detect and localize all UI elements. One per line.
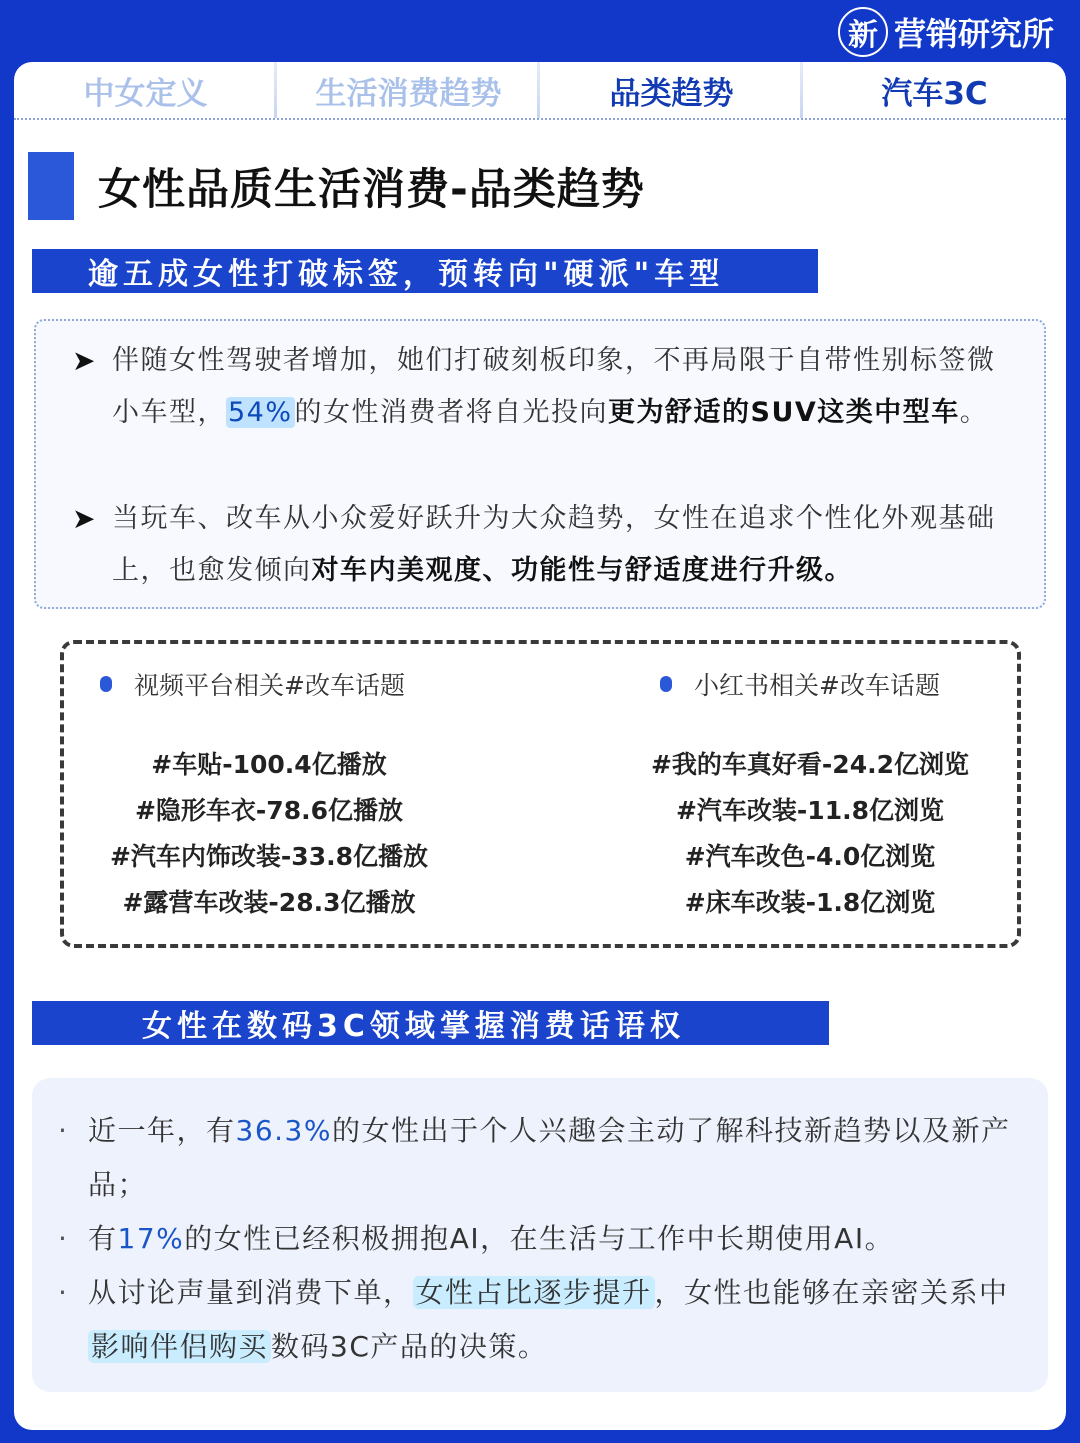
- tab-lifestyle-trends[interactable]: 生活消费趋势: [277, 62, 540, 118]
- xhs-topics-header: [660, 666, 940, 702]
- list-item: #我的车真好看-24.2亿浏览: [650, 750, 969, 779]
- point-text: 伴随女性驾驶者增加，她们打破刻板印象，不再局限于自带性别标签微小车型，: [112, 345, 996, 428]
- bullet-char: ·: [58, 1114, 69, 1147]
- list-item: #露营车改装-28.3亿播放: [122, 888, 416, 917]
- list-item: #汽车改色-4.0亿浏览: [684, 842, 936, 871]
- tab-category-trends[interactable]: 品类趋势: [540, 62, 803, 118]
- tab-bar: [14, 62, 1066, 120]
- xhs-topics-title: 小红书相关#改车话题: [694, 671, 940, 700]
- video-topics-header: [100, 666, 405, 702]
- list-item: #隐形车衣-78.6亿播放: [134, 796, 403, 825]
- arrow-bullet-icon: ➤: [72, 502, 97, 535]
- bullet-dot-icon: [660, 676, 672, 692]
- brand-circle: 新: [838, 7, 888, 57]
- section-banner-3c: 女性在数码3C领域掌握消费话语权: [32, 1001, 829, 1045]
- list-item: #床车改装-1.8亿浏览: [684, 888, 936, 917]
- section-banner-auto: 逾五成女性打破标签，预转向"硬派"车型: [32, 249, 818, 293]
- topics-box: [60, 640, 1021, 948]
- bullet-text: ，女性也能够在亲密关系中: [654, 1276, 1009, 1309]
- 3c-bullet-3: [58, 1266, 1038, 1374]
- bullet-dot-icon: [100, 676, 112, 692]
- bullet-text: 的女性已经积极拥抱AI，在生活与工作中长期使用AI。: [184, 1222, 895, 1255]
- stat-number: 36.3%: [235, 1114, 332, 1147]
- xhs-topics-list: [640, 742, 980, 926]
- highlight-percent: 54%: [228, 397, 293, 428]
- content-card: [14, 62, 1066, 1430]
- list-item: #汽车内饰改装-33.8亿播放: [109, 842, 428, 871]
- 3c-bullet-1: [58, 1104, 1038, 1212]
- bullet-text: 的女性出于个人兴趣会主动了解科技新趋势以及新产品；: [88, 1114, 1011, 1201]
- bullet-text: 数码3C产品的决策。: [271, 1330, 548, 1363]
- page-title: 女性品质生活消费-品类趋势: [98, 165, 645, 215]
- point-emphasis: 对车内美观度、功能性与舒适度进行升级。: [311, 555, 853, 586]
- digital-3c-box: [32, 1078, 1048, 1392]
- bullet-text: 有: [88, 1222, 118, 1255]
- point-text: 的女性消费者将自光投向: [294, 397, 609, 428]
- stat-number: 17%: [117, 1222, 185, 1255]
- video-topics-title: 视频平台相关#改车话题: [134, 671, 405, 700]
- auto-points-box: [34, 319, 1046, 609]
- brand-logo: [838, 6, 1054, 58]
- list-item: #车贴-100.4亿播放: [151, 750, 387, 779]
- highlight-phrase: 影响伴侣购买: [88, 1330, 271, 1363]
- title-accent-bar: [28, 152, 74, 220]
- auto-point-1: [72, 335, 1012, 439]
- arrow-bullet-icon: ➤: [72, 344, 97, 377]
- brand-name: 营销研究所: [893, 15, 1054, 53]
- tab-auto-3c[interactable]: 汽车3C: [881, 75, 988, 112]
- bullet-text: 近一年，有: [88, 1114, 236, 1147]
- tab-definition[interactable]: 中女定义: [14, 62, 277, 118]
- list-item: #汽车改装-11.8亿浏览: [675, 796, 944, 825]
- point-text: 。: [959, 397, 989, 428]
- video-topics-list: [104, 742, 434, 926]
- bullet-text: 从讨论声量到消费下单，: [88, 1276, 413, 1309]
- auto-point-2: [72, 493, 1012, 597]
- point-emphasis: 更为舒适的SUV这类中型车: [608, 397, 960, 428]
- 3c-bullet-2: [58, 1212, 1038, 1266]
- bullet-char: ·: [58, 1222, 69, 1255]
- highlight-phrase: 女性占比逐步提升: [413, 1276, 655, 1309]
- bullet-char: ·: [58, 1276, 69, 1309]
- point-text: 当玩车、改车从小众爱好跃升为大众趋势，女性在追求个性化外观基础上，也愈发倾向: [112, 503, 996, 586]
